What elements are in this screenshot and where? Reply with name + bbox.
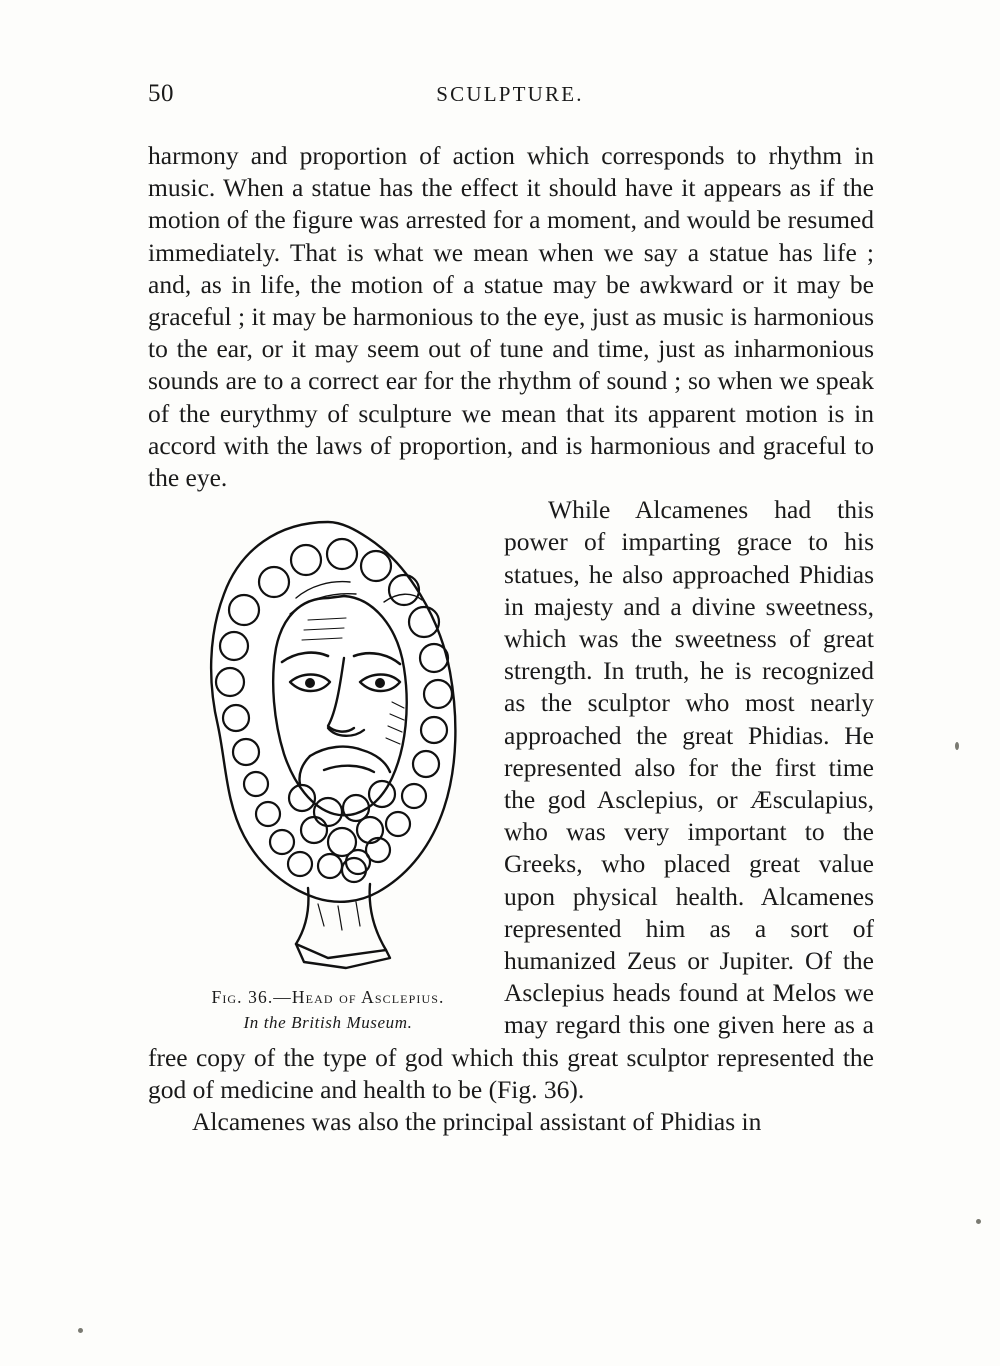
- figure-caption: [170, 986, 486, 1034]
- page-speck: [78, 1328, 83, 1333]
- running-head: [148, 80, 872, 106]
- paragraph-1: harmony and proportion of action which corresponds to rhythm in music. When a statue has the effect it should have it appears as if the motion of the figure was arrested for a moment, and would be resumed immediately. That is what we mean when we say a statue has life ; and, as in life, the motion of a statue may be awkward or it may be graceful ; it may be harmonious to the eye, just as music is harmonious to the ear, or it may seem out of tune and time, just as inharmonious sounds are to a correct ear for the rhythm of sound ; so when we speak of the eurythmy of sculpture we mean that its apparent motion is in accord with the laws of proportion, and is harmonious and graceful to the eye.: [148, 141, 874, 493]
- paragraph-2: While Alcamenes had this power of imparting grace to his statues, he also approached Phidias in majesty and a divine sweetness, which was the sweetness of great strength. In truth, he is recognized as the sculptor who most nearly approached the great Phidias. He represented also for the first time the god Asclepius, or Æsculapius, who was very important to the Greeks, who placed great value upon physical health. Alcamenes represented him as a sort of humanized Zeus or Jupiter. Of the Asclepius heads found at Melos we may regard this one given here as a free copy of the type of god which this great sculptor represented the god of medicine and health to be (Fig. 36).: [148, 495, 874, 1104]
- running-title: SCULPTURE.: [436, 82, 584, 106]
- page-number: 50: [148, 80, 174, 107]
- text-block: [148, 140, 874, 1138]
- figure-caption-line-1: Fig. 36.—Head of Asclepius.: [211, 987, 445, 1008]
- asclepius-head-engraving: [178, 506, 478, 976]
- figure-36: [170, 506, 486, 1034]
- figure-caption-line-2: In the British Museum.: [243, 1013, 413, 1033]
- page-speck: [955, 742, 959, 750]
- page-speck: [976, 1219, 981, 1224]
- paragraph-3: Alcamenes was also the principal assistant of Phidias in: [192, 1107, 762, 1137]
